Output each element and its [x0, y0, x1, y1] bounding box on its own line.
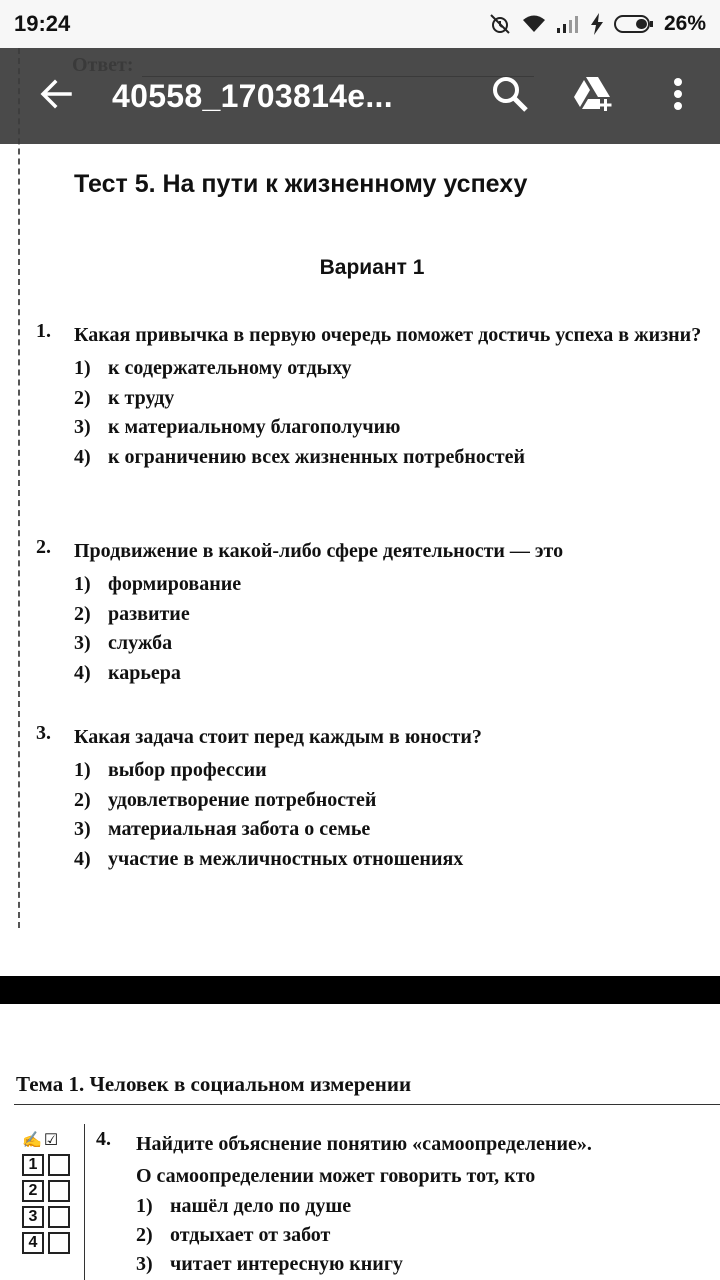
add-to-drive-button[interactable] [552, 48, 636, 144]
pencil-check-icon: ✍☑ [22, 1132, 61, 1149]
option-text: формирование [108, 573, 242, 595]
checkbox [48, 1206, 70, 1228]
question-2 [36, 536, 720, 688]
battery-icon [614, 14, 654, 34]
variant-heading: Вариант 1 [319, 256, 425, 279]
option-number: 2) [74, 602, 91, 625]
option-text: служба [108, 632, 173, 654]
option-number: 3) [74, 818, 91, 840]
option-number: 2) [136, 1224, 153, 1246]
checkbox [48, 1232, 70, 1254]
question-text: Найдите объяснение понятию «самоопределение». [136, 1133, 592, 1155]
page-divider [0, 976, 720, 1004]
option [74, 443, 720, 473]
option-text: выбор профессии [108, 759, 267, 781]
alarm-off-icon [488, 12, 512, 36]
option [74, 629, 720, 659]
checkbox [48, 1154, 70, 1176]
option-text: к материальному благополучию [108, 416, 401, 438]
search-icon [491, 75, 529, 118]
option-number: 3) [74, 632, 91, 654]
option [74, 600, 720, 630]
option-text: нашёл дело по душе [170, 1195, 352, 1217]
google-drive-add-icon [572, 75, 616, 118]
option-text: к содержательному отдыху [108, 357, 352, 379]
option [136, 1192, 716, 1221]
checkbox-row [22, 1206, 76, 1228]
option-text: карьера [108, 661, 181, 684]
question-number: 1. [36, 320, 51, 342]
back-button[interactable] [0, 48, 112, 144]
search-button[interactable] [468, 48, 552, 144]
option-text: удовлетворение потребностей [108, 788, 377, 811]
signal-icon [556, 14, 580, 34]
wifi-icon [522, 14, 546, 34]
question-text: Какая привычка в первую очередь поможет достичь успеха в жизни? [74, 324, 702, 346]
option [136, 1250, 716, 1279]
option [74, 786, 720, 816]
question-number: 3. [36, 722, 51, 744]
question-number: 2. [36, 536, 51, 558]
question-4 [96, 1128, 716, 1279]
app-bar-title: 40558_1703814e... [112, 77, 393, 114]
option [74, 384, 720, 414]
option-text: отдыхает от забот [170, 1224, 331, 1246]
checkbox-row [22, 1180, 76, 1202]
option-text: к труду [108, 386, 175, 409]
option-text: читает интересную книгу [170, 1253, 403, 1275]
question-number: 4. [96, 1128, 111, 1150]
test-title: Тест 5. На пути к жизненному успеху [74, 170, 528, 198]
option-number: 3) [74, 416, 91, 438]
option-number: 1) [136, 1195, 153, 1217]
option-number: 2) [74, 788, 91, 811]
checkbox-number: 1 [22, 1154, 44, 1176]
option [74, 354, 720, 384]
column-rule [84, 1124, 85, 1280]
option-text: к ограничению всех жизненных потребностей [108, 445, 525, 468]
question-3 [36, 722, 720, 874]
more-vert-icon [673, 77, 683, 116]
option-number: 1) [74, 573, 91, 595]
options-list [74, 354, 720, 472]
option [74, 845, 720, 875]
cut-line [18, 48, 20, 928]
option [136, 1221, 716, 1250]
document-page-2[interactable] [0, 1004, 720, 1280]
status-time: 19:24 [14, 11, 71, 36]
options-list [74, 756, 720, 874]
option [74, 815, 720, 845]
checkbox-number: 3 [22, 1206, 44, 1228]
status-icons [488, 12, 706, 36]
checkbox-number: 4 [22, 1232, 44, 1254]
topic-heading: Тема 1. Человек в социальном измерении [16, 1072, 412, 1096]
option-number: 1) [74, 759, 91, 781]
option-number: 4) [74, 445, 91, 468]
checkbox [48, 1180, 70, 1202]
option-number: 4) [74, 847, 91, 870]
charging-icon [590, 13, 604, 35]
options-list [74, 570, 720, 688]
question-1 [36, 320, 720, 472]
question-text: Какая задача стоит перед каждым в юности? [74, 726, 482, 748]
option-text: материальная забота о семье [108, 818, 371, 840]
topic-rule [14, 1104, 720, 1105]
more-options-button[interactable] [636, 48, 720, 144]
answer-checkboxes [22, 1130, 76, 1258]
battery-percent: 26% [663, 12, 706, 35]
status-bar [0, 0, 720, 48]
option [74, 570, 720, 600]
option [74, 413, 720, 443]
option-number: 1) [74, 357, 91, 379]
option [74, 756, 720, 786]
checkbox-row [22, 1154, 76, 1176]
option-number: 3) [136, 1253, 153, 1275]
question-subtext: О самоопределении может говорить тот, кто [136, 1165, 536, 1187]
question-text: Продвижение в какой-либо сфере деятельности — это [74, 540, 564, 562]
back-arrow-icon [38, 76, 74, 117]
app-bar [0, 48, 720, 144]
option [74, 659, 720, 689]
option-text: развитие [108, 602, 190, 625]
option-text: участие в межличностных отношениях [108, 847, 464, 870]
checkbox-number: 2 [22, 1180, 44, 1202]
option-number: 2) [74, 386, 91, 409]
option-number: 4) [74, 661, 91, 684]
checkbox-row [22, 1232, 76, 1254]
